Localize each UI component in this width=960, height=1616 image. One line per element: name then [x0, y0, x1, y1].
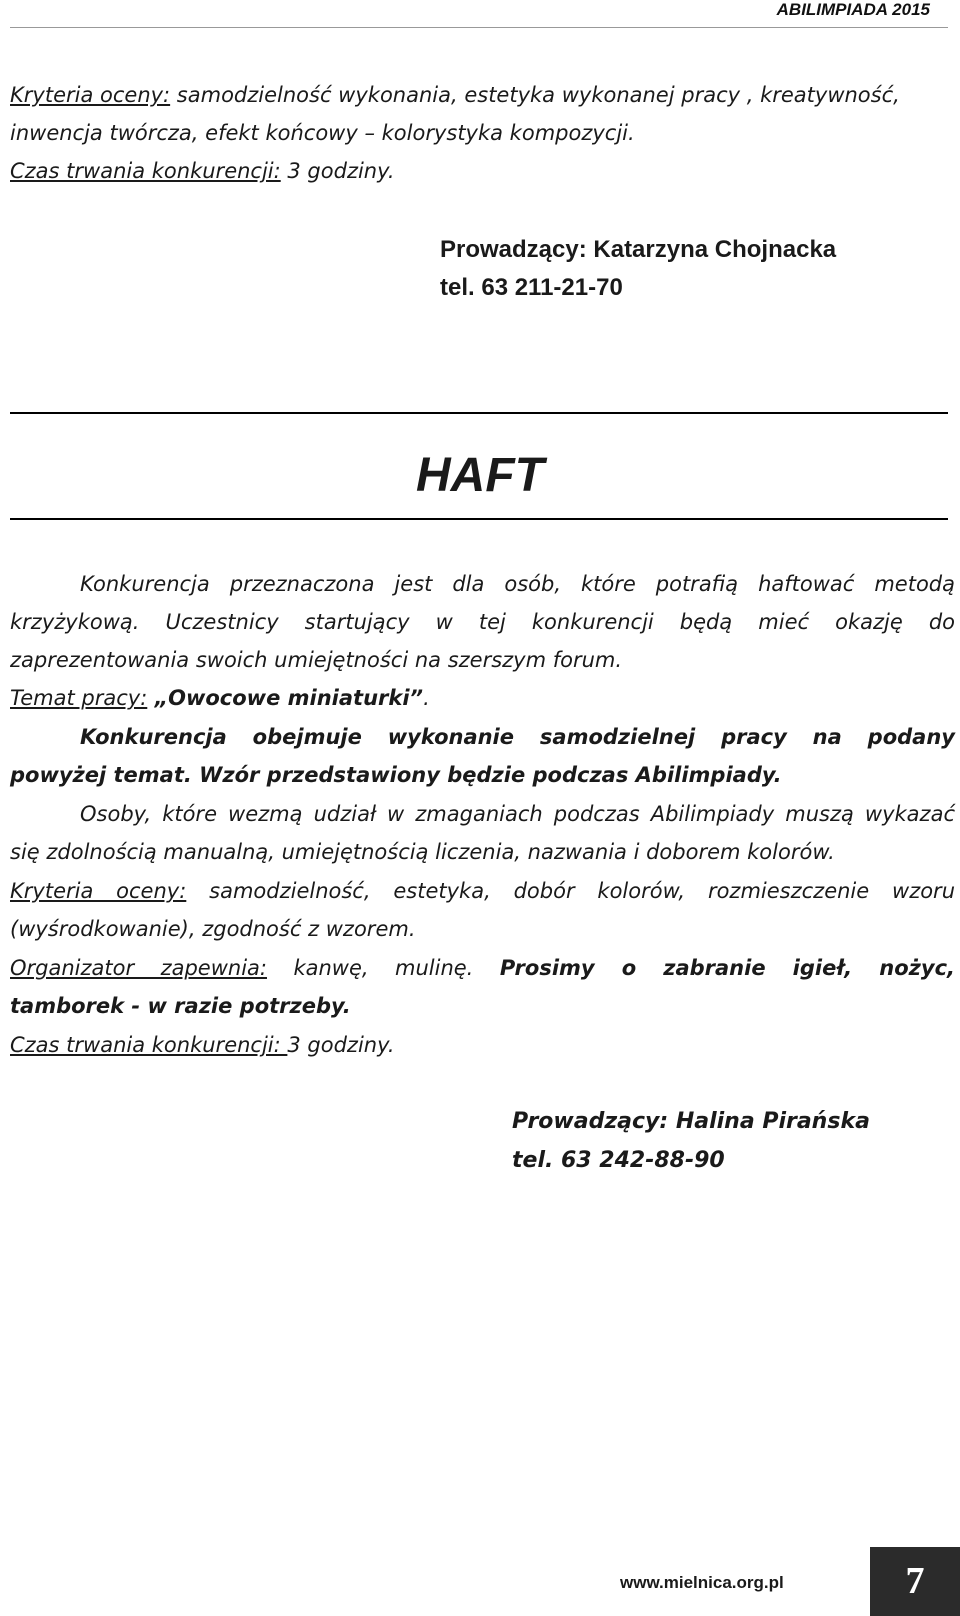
scope-line-1: Konkurencja obejmuje wykonanie samodzielnej pracy na podany [80, 725, 955, 749]
section-rule-bottom [10, 518, 948, 520]
scope-line-2: powyżej temat. Wzór przedstawiony będzie podczas Abilimpiady. [10, 763, 782, 787]
prev-duration-label: Czas trwania konkurencji: [10, 159, 281, 183]
organizer-text: kanwę, mulinę. [266, 956, 500, 980]
organizer-line-2: tamborek - w razie potrzeby. [10, 994, 351, 1018]
prev-criteria-text-2: inwencja twórcza, efekt końcowy – kolorystyka kompozycji. [10, 121, 635, 145]
duration-label: Czas trwania konkurencji: [10, 1033, 288, 1057]
duration-text: 3 godziny. [287, 1033, 395, 1057]
topic-line [10, 686, 430, 710]
host-name: Prowadzący: Halina Pirańska [512, 1109, 870, 1134]
prev-criteria-text-1: samodzielność wykonania, estetyka wykonanej pracy , kreatywność, [170, 83, 900, 107]
prev-criteria-line-1 [10, 83, 900, 107]
intro-line-3: zaprezentowania swoich umiejętności na szerszym forum. [10, 648, 623, 672]
prev-duration-text: 3 godziny. [280, 159, 395, 183]
topic-label: Temat pracy: [10, 686, 148, 710]
host-phone: tel. 63 242-88-90 [512, 1148, 725, 1173]
intro-line-2: krzyżykową. Uczestnicy startujący w tej konkurencji będą mieć okazję do [10, 610, 955, 634]
organizer-bold-1: Prosimy o zabranie igieł, nożyc, [499, 956, 955, 980]
section-rule-top [10, 412, 948, 414]
skills-line-1: Osoby, które wezmą udział w zmaganiach podczas Abilimpiady muszą wykazać [80, 802, 955, 826]
organizer-label: Organizator zapewnia: [10, 956, 267, 980]
intro-line-1: Konkurencja przeznaczona jest dla osób, które potrafią haftować metodą [80, 572, 955, 596]
organizer-line-1 [10, 956, 955, 980]
topic-value: „Owocowe miniaturki” [147, 686, 424, 710]
header-title: ABILIMPIADA 2015 [776, 0, 930, 19]
criteria-text-1: samodzielność, estetyka, dobór kolorów, rozmieszczenie wzoru [186, 879, 956, 903]
page-number: 7 [870, 1547, 960, 1616]
topic-end: . [423, 686, 430, 710]
criteria-label: Kryteria oceny: [10, 879, 187, 903]
section-title: HAFT [416, 449, 544, 502]
prev-host-name: Prowadzący: Katarzyna Chojnacka [440, 236, 837, 263]
skills-line-2: się zdolnością manualną, umiejętnością liczenia, nazwania i doborem kolorów. [10, 840, 835, 864]
prev-criteria-label: Kryteria oceny: [10, 83, 171, 107]
prev-duration-line [10, 159, 395, 183]
criteria-line-2: (wyśrodkowanie), zgodność z wzorem. [10, 917, 416, 941]
criteria-line-1 [10, 879, 955, 903]
footer-website: www.mielnica.org.pl [620, 1573, 784, 1592]
duration-line [10, 1033, 395, 1057]
header-rule [10, 27, 948, 28]
prev-host-phone: tel. 63 211-21-70 [440, 274, 623, 301]
